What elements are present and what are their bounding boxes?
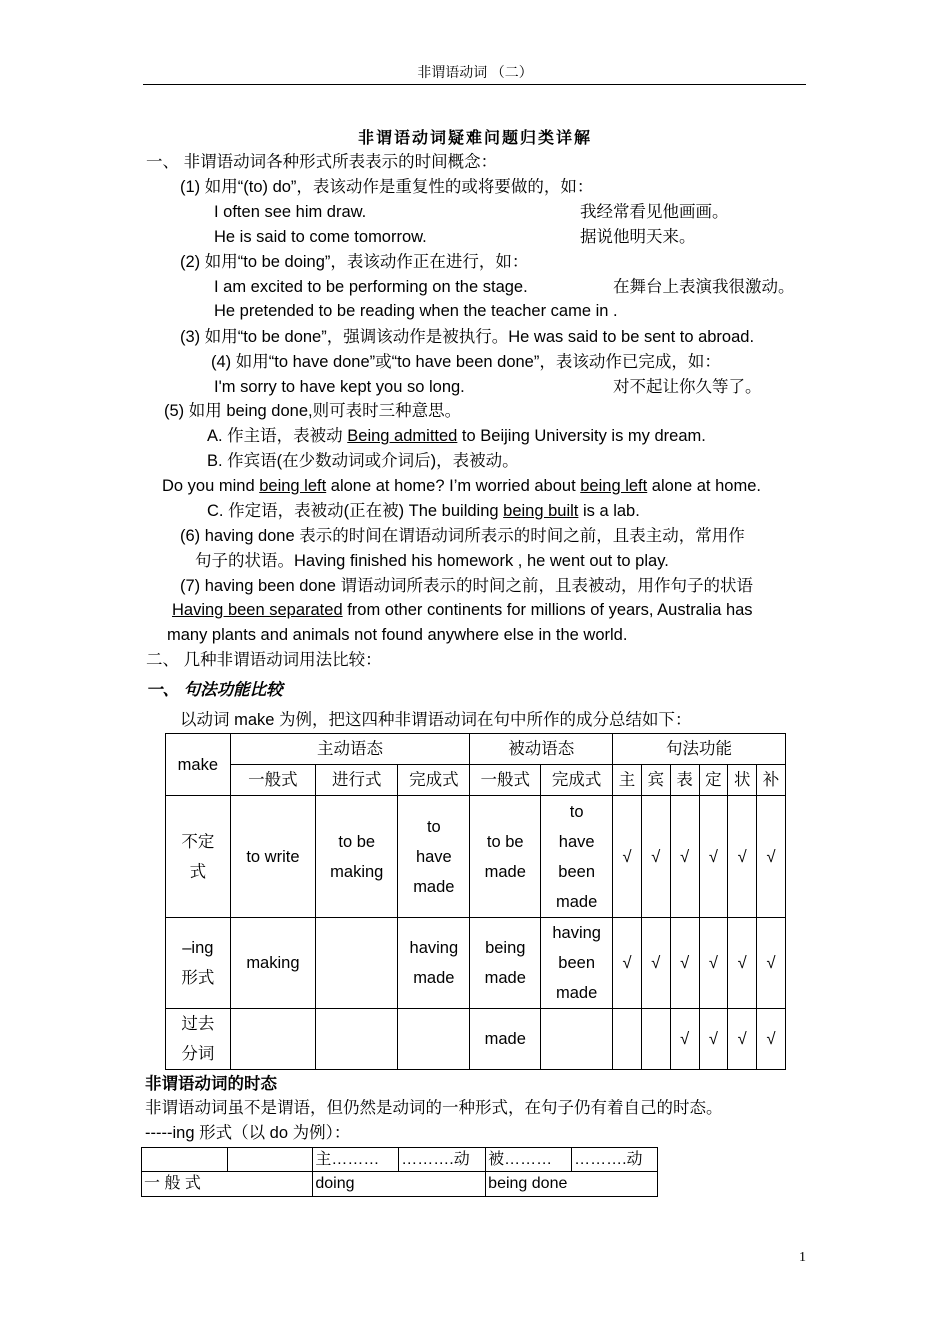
- rule-7-line1: (7) having been done 谓语动词所表示的时间之前，且表被动，用作句子的状语: [180, 577, 754, 595]
- section-heading: 非谓语动词的时态: [145, 1075, 277, 1093]
- header-rule: [143, 84, 806, 85]
- check-cell: √: [670, 1009, 699, 1070]
- function-header: 宾: [641, 765, 670, 796]
- check-cell: √: [670, 918, 699, 1009]
- document-title: 非谓语动词疑难问题归类详解: [357, 130, 592, 147]
- table-cell: having made: [398, 918, 470, 1009]
- syntax-function-header: 句法功能: [613, 734, 786, 765]
- check-cell: √: [728, 918, 757, 1009]
- underlined-phrase: being left: [580, 477, 648, 495]
- table-cell: [230, 1009, 315, 1070]
- example-en: He is said to come tomorrow.: [214, 228, 427, 246]
- check-cell: √: [728, 1009, 757, 1070]
- usage-a: [207, 427, 706, 446]
- table-row: [142, 1172, 658, 1197]
- section-heading: 二、 几种非谓语动词用法比较：: [146, 651, 382, 669]
- row-label: 过去分词: [166, 1009, 231, 1070]
- example-en: He pretended to be reading when the teacher came in .: [214, 302, 618, 320]
- example-en: I often see him draw.: [214, 203, 367, 221]
- column-header: 一般式: [470, 765, 541, 796]
- check-cell: √: [757, 796, 786, 918]
- rule-6-line2: 句子的状语。Having finished his homework , he went out to play.: [195, 552, 669, 570]
- example-zh: 对不起让你久等了。: [613, 378, 762, 396]
- example-zh: 我经常看见他画画。: [580, 203, 729, 221]
- check-cell: √: [699, 1009, 728, 1070]
- table-cell: to be made: [470, 796, 541, 918]
- corner-cell: make: [166, 734, 231, 796]
- check-cell: √: [757, 1009, 786, 1070]
- example-text: alone at home.: [647, 477, 761, 495]
- check-cell: √: [613, 918, 642, 1009]
- table-cell: [316, 1009, 398, 1070]
- function-header: 表: [670, 765, 699, 796]
- underlined-phrase: Being admitted: [347, 427, 458, 445]
- table-cell: [316, 918, 398, 1009]
- page-number: 1: [799, 1250, 806, 1265]
- check-cell: √: [613, 796, 642, 918]
- table-header-cell: 被………: [486, 1148, 572, 1172]
- function-header: 补: [757, 765, 786, 796]
- check-cell: [613, 1009, 642, 1070]
- rule-7-line2: [172, 601, 753, 620]
- example-en: I'm sorry to have kept you so long.: [214, 378, 465, 396]
- table-header-cell: 主………: [313, 1148, 399, 1172]
- table-cell: doing: [313, 1172, 486, 1197]
- check-cell: √: [699, 796, 728, 918]
- underlined-phrase: being left: [259, 477, 327, 495]
- check-cell: √: [699, 918, 728, 1009]
- running-header: 非谓语动词 （二）: [417, 66, 533, 81]
- section-description: 非谓语动词虽不是谓语，但仍然是动词的一种形式，在句子仍有着自己的时态。: [145, 1098, 723, 1117]
- table-cell: to have made: [398, 796, 470, 918]
- table-row: [166, 918, 786, 1009]
- table-cell: being done: [486, 1172, 658, 1197]
- column-header: 一般式: [230, 765, 315, 796]
- usage-c: [207, 502, 640, 521]
- rule-6-line1: (6) having done 表示的时间在谓语动词所表示的时间之前，且表主动，常用作: [180, 527, 745, 545]
- table-cell: made: [470, 1009, 541, 1070]
- table-header-cell: [142, 1148, 228, 1172]
- rule-3: (3) 如用“to be done”，强调该动作是被执行。He was said to be sent to abroad.: [180, 328, 755, 346]
- ing-form-heading: -----ing 形式（以 do 为例）：: [145, 1124, 351, 1142]
- usage-a-text: A. 作主语，表被动: [207, 427, 348, 445]
- table-cell: making: [230, 918, 315, 1009]
- syntax-function-table: [165, 733, 786, 1070]
- column-header: 进行式: [316, 765, 398, 796]
- table-row: [166, 1009, 786, 1070]
- example-text: alone at home? I’m worried about: [326, 477, 581, 495]
- column-header: 完成式: [541, 765, 613, 796]
- function-header: 主: [613, 765, 642, 796]
- check-cell: [641, 1009, 670, 1070]
- row-label: 不定式: [166, 796, 231, 918]
- example-text: Do you mind: [162, 477, 260, 495]
- active-voice-header: 主动语态: [230, 734, 470, 765]
- rule-7-text: from other continents for millions of years, Australia has: [342, 601, 753, 619]
- table-intro: 以动词 make 为例，把这四种非谓语动词在句中所作的成分总结如下：: [180, 711, 692, 729]
- row-label: –ing 形式: [166, 918, 231, 1009]
- check-cell: √: [728, 796, 757, 918]
- example-en: I am excited to be performing on the stage.: [214, 278, 528, 296]
- row-label: 一 般 式: [142, 1172, 313, 1197]
- check-cell: √: [670, 796, 699, 918]
- usage-b-example: [162, 477, 761, 496]
- passive-voice-header: 被动语态: [470, 734, 613, 765]
- table-cell: having been made: [541, 918, 613, 1009]
- underlined-phrase: Having been separated: [172, 601, 343, 619]
- rule-5: (5) 如用 being done,则可表时三种意思。: [164, 402, 462, 420]
- underlined-phrase: being built: [503, 502, 579, 520]
- rule-7-line3: many plants and animals not found anywhere else in the world.: [167, 626, 628, 644]
- usage-a-text: to Beijing University is my dream.: [457, 427, 706, 445]
- check-cell: √: [641, 918, 670, 1009]
- column-header: 完成式: [398, 765, 470, 796]
- rule-4: (4) 如用“to have done”或“to have been done”，表该动作已完成，如：: [211, 353, 721, 371]
- table-header-cell: [227, 1148, 313, 1172]
- usage-c-text: C. 作定语，表被动(正在被) The building: [207, 502, 504, 520]
- subsection-title: 一、 句法功能比较: [146, 681, 283, 699]
- usage-c-text: is a lab.: [578, 502, 640, 520]
- table-cell: to write: [230, 796, 315, 918]
- table-header-cell: ……….动: [572, 1148, 658, 1172]
- table-cell: being made: [470, 918, 541, 1009]
- table-cell: [541, 1009, 613, 1070]
- table-header-cell: ……….动: [399, 1148, 486, 1172]
- table-row: [166, 796, 786, 918]
- subsection-heading: [146, 681, 283, 700]
- rule-1: (1) 如用“(to) do”，表该动作是重复性的或将要做的，如：: [180, 178, 594, 196]
- table-cell: to have been made: [541, 796, 613, 918]
- section-heading: 一、 非谓语动词各种形式所表表示的时间概念：: [146, 153, 498, 171]
- check-cell: √: [757, 918, 786, 1009]
- rule-2: (2) 如用“to be doing”，表该动作正在进行，如：: [180, 253, 529, 271]
- table-cell: to be making: [316, 796, 398, 918]
- function-header: 定: [699, 765, 728, 796]
- function-header: 状: [728, 765, 757, 796]
- check-cell: √: [641, 796, 670, 918]
- example-zh: 在舞台上表演我很激动。: [613, 278, 795, 296]
- usage-b: B. 作宾语(在少数动词或介词后)，表被动。: [207, 452, 519, 470]
- tense-table: [141, 1147, 658, 1197]
- table-cell: [398, 1009, 470, 1070]
- example-zh: 据说他明天来。: [580, 228, 696, 246]
